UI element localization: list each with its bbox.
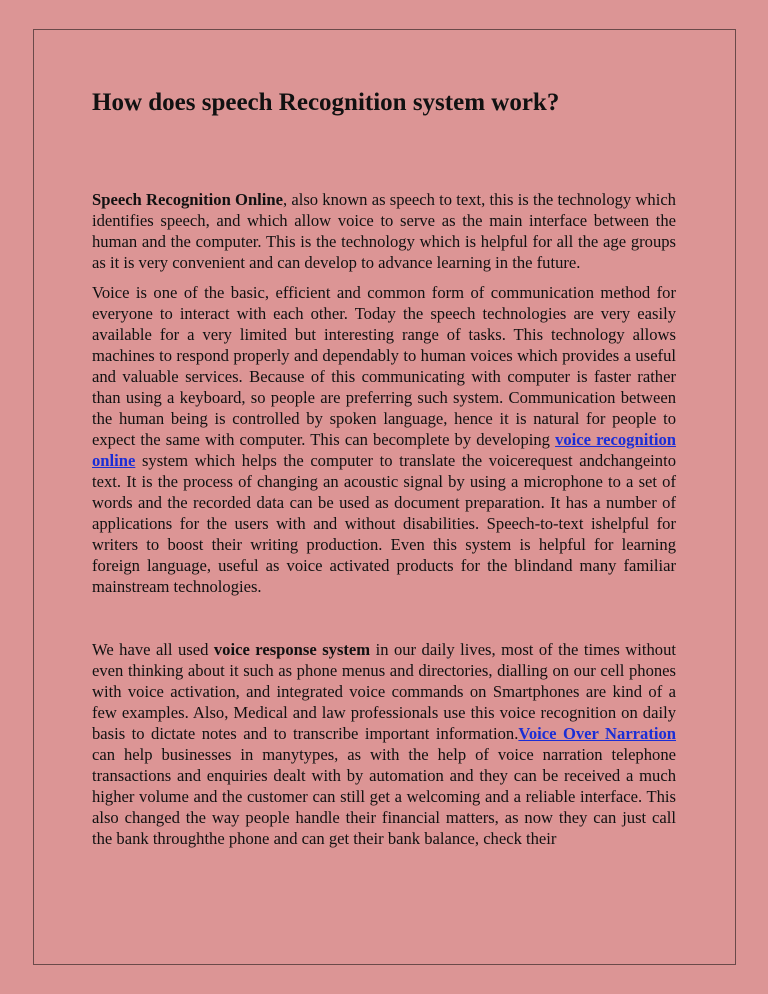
bold-term-speech-recognition-online: Speech Recognition Online <box>92 190 283 209</box>
paragraph-voice-response-system <box>92 639 676 849</box>
paragraph-text: We have all used <box>92 640 214 659</box>
bold-term-voice-response-system: voice response system <box>213 640 371 659</box>
article-body <box>92 189 676 849</box>
paragraph-speech-recognition-online <box>92 189 676 273</box>
paragraph-voice-communication <box>92 282 676 597</box>
link-voice-recognition-online[interactable]: voice recognition online <box>92 430 676 470</box>
paragraph-text: , also known as speech to text, this is the technology which identifies speech, and which allow voice to serve as the main interface between the human and the computer. This is the technology which is helpful for all the age groups as it is very convenient and can develop to advance learning in the future. <box>92 190 676 272</box>
paragraph-text: in our daily lives, most of the times without even thinking about it such as phone menus and directories, dialling on our cell phones with voice activation, and integrated voice commands on Smartphones are kind of a few examples. Also, Medical and law professionals use this voice recognition on daily basis to dictate notes and to transcribe important information. <box>92 640 676 743</box>
paragraph-text: can help businesses in manytypes, as with the help of voice narration telephone transactions and enquiries dealt with by automation and they can be received a much higher volume and the customer can still get a welcoming and a reliable interface. This also changed the way people handle their financial matters, as now they can just call the bank throughthe phone and can get their bank balance, check their <box>92 745 676 848</box>
paragraph-text: system which helps the computer to translate the voicerequest andchangeinto text. It is the process of changing an acoustic signal by using a microphone to a set of words and the recorded data can be used as document preparation. It has a number of applications for the users with and without disabilities. Speech-to-text ishelpful for writers to boost their writing production. Even this system is helpful for learning foreign language, useful as voice activated products for the blindand many familiar mainstream technologies. <box>92 451 676 596</box>
paragraph-text: Voice is one of the basic, efficient and common form of communication method for everyone to interact with each other. Today the speech technologies are very easily available for a very limited but interesting range of tasks. This technology allows machines to respond properly and dependably to human voices which provides a useful and valuable services. Because of this communicating with computer is faster rather than using a keyboard, so people are preferring such system. Communication between the human being is controlled by spoken language, hence it is natural for people to expect the same with computer. This can becomplete by developing <box>92 283 676 449</box>
page-title: How does speech Recognition system work? <box>92 89 560 116</box>
link-voice-over-narration[interactable]: Voice Over Narration <box>518 724 677 743</box>
